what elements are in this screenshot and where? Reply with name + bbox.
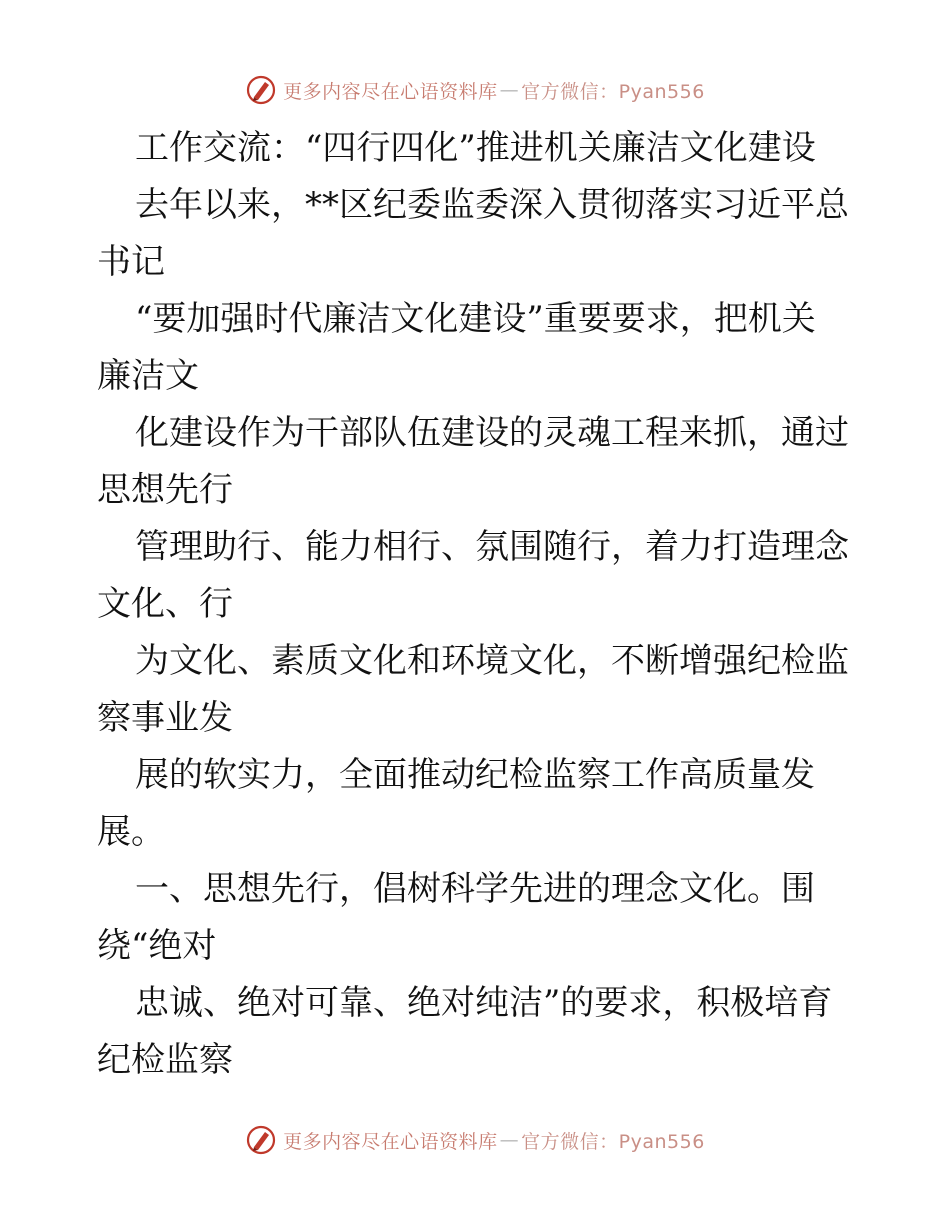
paragraph-line: 展。 [97,812,165,852]
paragraph-line: 管理助行、能力相行、氛围随行，着力打造理念 [135,527,849,567]
paragraph-line: 去年以来，**区纪委监委深入贯彻落实习近平总 [135,185,849,225]
watermark-contact: 官方微信：Pyan556 [521,1130,705,1153]
watermark-separator: — [499,79,520,101]
watermark-main-text: 更多内容尽在心语资料库 [283,1130,498,1153]
watermark-footer [0,1120,950,1160]
paragraph-line: 书记 [97,242,165,282]
document-title: 工作交流：“四行四化”推进机关廉洁文化建设 [135,128,816,168]
section-heading-line: 一、思想先行，倡树科学先进的理念文化。围 [135,869,815,909]
pen-logo-icon [245,74,277,106]
paragraph-line: 文化、行 [97,584,233,624]
watermark-contact: 官方微信：Pyan556 [521,80,705,103]
paragraph-line: 察事业发 [97,698,233,738]
paragraph-line: 绕“绝对 [97,926,217,966]
paragraph-line: “要加强时代廉洁文化建设”重要要求，把机关 [135,299,816,339]
watermark-separator: — [499,1129,520,1151]
paragraph-line: 展的软实力，全面推动纪检监察工作高质量发 [135,755,815,795]
watermark-main-text: 更多内容尽在心语资料库 [283,80,498,103]
document-body [97,120,857,1089]
paragraph-line: 纪检监察 [97,1040,233,1080]
paragraph-line: 为文化、素质文化和环境文化，不断增强纪检监 [135,641,849,681]
pen-logo-icon [245,1124,277,1156]
paragraph-line: 思想先行 [97,470,233,510]
watermark-header [0,70,950,110]
paragraph-line: 化建设作为干部队伍建设的灵魂工程来抓，通过 [135,413,849,453]
paragraph-line: 廉洁文 [97,356,199,396]
paragraph-line: 忠诚、绝对可靠、绝对纯洁”的要求，积极培育 [135,983,833,1023]
